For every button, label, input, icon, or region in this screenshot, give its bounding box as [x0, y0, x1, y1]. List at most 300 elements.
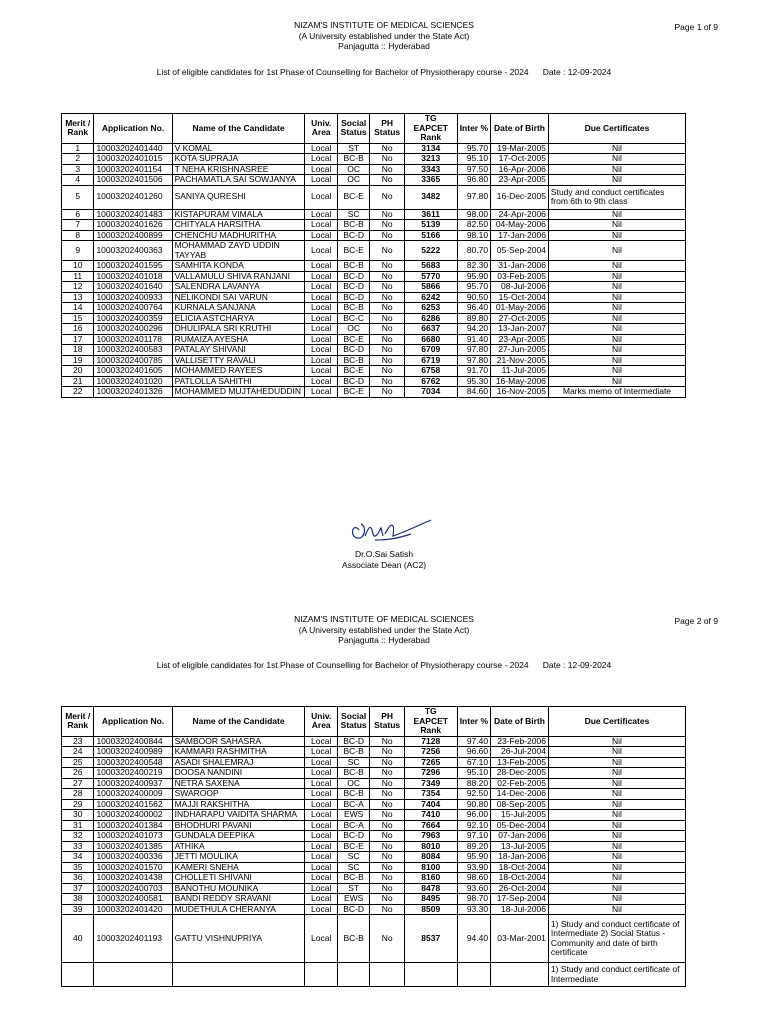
table-cell: 27 [62, 778, 94, 789]
table-cell: 13 [62, 292, 94, 303]
table-cell: 13-Jan-2007 [491, 324, 549, 335]
table-cell: KURNALA SANJANA [172, 303, 305, 314]
table-cell: 19 [62, 355, 94, 366]
table-cell: SC [337, 852, 369, 863]
table-cell: Local [305, 736, 337, 747]
table-cell: No [370, 736, 404, 747]
table-cell: No [370, 852, 404, 863]
table-cell: Local [305, 345, 337, 356]
table-cell: Nil [548, 778, 685, 789]
table-cell: 10003202401595 [94, 261, 172, 272]
table-cell: BC-D [337, 271, 369, 282]
table-cell: 26 [62, 768, 94, 779]
institute-name: NIZAM'S INSTITUTE OF MEDICAL SCIENCES [294, 614, 474, 624]
table-cell: No [370, 282, 404, 293]
table-cell: Local [305, 303, 337, 314]
table-cell: 1) Study and conduct certificate of Intermediate [548, 963, 685, 987]
table-cell: SAMHITA KONDA [172, 261, 305, 272]
table-cell: 3611 [404, 209, 457, 220]
page1-header [0, 20, 768, 52]
table-cell: 10003202400296 [94, 324, 172, 335]
table-cell: 10003202401562 [94, 799, 172, 810]
table-cell: Local [305, 282, 337, 293]
table-cell: No [370, 292, 404, 303]
table-cell: 97.40 [457, 736, 490, 747]
table-cell: Local [305, 355, 337, 366]
table-cell: Nil [548, 820, 685, 831]
table-cell: 90.80 [457, 799, 490, 810]
table-cell: Nil [548, 789, 685, 800]
column-header: PH Status [370, 114, 404, 144]
table-cell: Nil [548, 209, 685, 220]
table-row [62, 736, 686, 747]
table-row [62, 873, 686, 884]
table-cell: 7410 [404, 810, 457, 821]
table-cell: 17 [62, 334, 94, 345]
table-cell: No [370, 230, 404, 241]
table-cell: 23-Apr-2005 [491, 175, 549, 186]
table-cell: 9 [62, 241, 94, 261]
page2-header [0, 614, 768, 646]
table-cell: NETRA SAXENA [172, 778, 305, 789]
table-row [62, 355, 686, 366]
table-cell: No [370, 376, 404, 387]
table-cell: Nil [548, 810, 685, 821]
table-cell: 24-Apr-2006 [491, 209, 549, 220]
table-row [62, 862, 686, 873]
table-row [62, 366, 686, 377]
table-cell [305, 963, 337, 987]
signatory-name: Dr.O.Sai Satish [354, 549, 414, 559]
table-cell: BC-D [337, 376, 369, 387]
table-cell: Nil [548, 831, 685, 842]
table-cell: 10003202401570 [94, 862, 172, 873]
table-cell: No [370, 271, 404, 282]
table-cell: 10003202401384 [94, 820, 172, 831]
table-cell: 10003202400764 [94, 303, 172, 314]
table-cell: 93.90 [457, 862, 490, 873]
table-cell: SC [337, 757, 369, 768]
table-cell: GATTU VISHNUPRIYA [172, 915, 305, 963]
table-cell: 20 [62, 366, 94, 377]
table-cell: 36 [62, 873, 94, 884]
table-cell: 92.10 [457, 820, 490, 831]
table-cell: 5222 [404, 241, 457, 261]
table-cell: No [370, 915, 404, 963]
table-cell: 02-Feb-2005 [491, 778, 549, 789]
table-cell: 10003202401178 [94, 334, 172, 345]
column-header: Application No. [94, 114, 172, 144]
table-cell: 28-Dec-2005 [491, 768, 549, 779]
table-row [62, 143, 686, 154]
table-cell: BC-D [337, 292, 369, 303]
table-row [62, 230, 686, 241]
table-cell: Local [305, 230, 337, 241]
table-cell: KAMMARI RASHMITHA [172, 747, 305, 758]
table-cell: 10003202401326 [94, 387, 172, 398]
table-cell: Local [305, 778, 337, 789]
table-row [62, 841, 686, 852]
table-cell: 10 [62, 261, 94, 272]
table-cell: 8478 [404, 883, 457, 894]
table-cell: No [370, 894, 404, 905]
table-cell: 7128 [404, 736, 457, 747]
table-cell: KOTA SUPRAJA [172, 154, 305, 165]
table-cell: 10003202401640 [94, 282, 172, 293]
table-cell: 7 [62, 220, 94, 231]
table-cell: Nil [548, 175, 685, 186]
table-cell: 38 [62, 894, 94, 905]
table-cell: ST [337, 143, 369, 154]
table-cell: No [370, 789, 404, 800]
table-cell: Nil [548, 282, 685, 293]
table-cell: MUDETHULA CHERANYA [172, 904, 305, 915]
table-row [62, 820, 686, 831]
table-cell: KISTAPURAM VIMALA [172, 209, 305, 220]
table-row [62, 810, 686, 821]
table-cell: Nil [548, 894, 685, 905]
table-cell: 5 [62, 185, 94, 209]
table-cell: 95.10 [457, 154, 490, 165]
header-row [62, 114, 686, 144]
table-cell: 10003202400937 [94, 778, 172, 789]
table-cell: 96.80 [457, 175, 490, 186]
column-header: Due Certificates [548, 707, 685, 737]
list-title: List of eligible candidates for 1st Phase of Counselling for Bachelor of Physiotherapy course - 2024 Date : 12-09-2024 [156, 660, 612, 670]
table-cell: 5866 [404, 282, 457, 293]
table-cell: 18-Oct-2004 [491, 873, 549, 884]
table-cell: Nil [548, 376, 685, 387]
table-cell: Nil [548, 271, 685, 282]
table-cell: CHENCHU MADHURITHA [172, 230, 305, 241]
table-cell: Nil [548, 324, 685, 335]
table-cell: BC-E [337, 241, 369, 261]
table-cell: 27-Oct-2005 [491, 313, 549, 324]
table-cell: 6762 [404, 376, 457, 387]
table-cell: 6719 [404, 355, 457, 366]
table-cell: Local [305, 768, 337, 779]
table-cell: No [370, 831, 404, 842]
table-row [62, 789, 686, 800]
table-cell: 96.00 [457, 810, 490, 821]
table-cell: 13-Jul-2005 [491, 841, 549, 852]
table-cell: 6242 [404, 292, 457, 303]
candidates-table-page1 [61, 113, 686, 398]
table-cell: OC [337, 164, 369, 175]
table-cell: 03-Mar-2001 [491, 915, 549, 963]
table-cell: BC-B [337, 355, 369, 366]
table-cell: EWS [337, 894, 369, 905]
column-header: Univ. Area [305, 114, 337, 144]
table-cell: 21-Nov-2005 [491, 355, 549, 366]
table-cell: No [370, 175, 404, 186]
table-cell: BC-B [337, 915, 369, 963]
table-row [62, 292, 686, 303]
table-cell: Local [305, 862, 337, 873]
table-cell: No [370, 904, 404, 915]
table-cell: Local [305, 220, 337, 231]
table-cell: 30 [62, 810, 94, 821]
column-header: Social Status [337, 707, 369, 737]
table-cell: 15 [62, 313, 94, 324]
table-cell: Local [305, 143, 337, 154]
table-cell: Local [305, 324, 337, 335]
institute-subtitle: (A University established under the State Act) [298, 624, 470, 635]
table-cell: BC-D [337, 736, 369, 747]
column-header: Merit / Rank [62, 114, 94, 144]
table-cell: 98.00 [457, 209, 490, 220]
table-cell: 23-Apr-2005 [491, 334, 549, 345]
table-cell: No [370, 355, 404, 366]
table-cell: 3 [62, 164, 94, 175]
table-cell: SWAROOP [172, 789, 305, 800]
table-cell: 10003202401483 [94, 209, 172, 220]
table-cell: 31 [62, 820, 94, 831]
table-cell: BC-E [337, 387, 369, 398]
table-cell: No [370, 757, 404, 768]
table-cell: Local [305, 757, 337, 768]
column-header: Date of Birth [491, 114, 549, 144]
table-cell: 10003202400219 [94, 768, 172, 779]
signature-image [345, 512, 435, 546]
institute-location: Panjagutta :: Hyderabad [338, 41, 430, 51]
table-cell: 10003202401440 [94, 143, 172, 154]
table-cell: BC-E [337, 185, 369, 209]
table-cell: 8160 [404, 873, 457, 884]
table-cell: 17-Oct-2005 [491, 154, 549, 165]
table-cell: 05-Dec-2004 [491, 820, 549, 831]
table-cell: KAMERI SNEHA [172, 862, 305, 873]
table-cell: 97.80 [457, 185, 490, 209]
table-cell: GUNDALA DEEPIKA [172, 831, 305, 842]
table-cell: 1 [62, 143, 94, 154]
table-cell: 10003202401073 [94, 831, 172, 842]
table-cell: MOHAMMED RAYEES [172, 366, 305, 377]
table-row [62, 241, 686, 261]
table-row [62, 313, 686, 324]
table-cell: 82.50 [457, 220, 490, 231]
table-cell: Nil [548, 852, 685, 863]
table-cell: No [370, 873, 404, 884]
table-cell: 97.80 [457, 345, 490, 356]
table-cell: Nil [548, 334, 685, 345]
table-cell: 90.50 [457, 292, 490, 303]
table-cell [94, 963, 172, 987]
table-cell: 05-Sep-2004 [491, 241, 549, 261]
table-cell: BANOTHU MOUNIKA [172, 883, 305, 894]
table-cell: Local [305, 883, 337, 894]
table-cell: 39 [62, 904, 94, 915]
table-cell: Nil [548, 883, 685, 894]
table-cell: 10003202400581 [94, 894, 172, 905]
table-cell: Local [305, 841, 337, 852]
table-cell: 4 [62, 175, 94, 186]
table-cell: PATLOLLA SAHITHI [172, 376, 305, 387]
table-row [62, 345, 686, 356]
table-cell: Local [305, 894, 337, 905]
table-cell: BC-B [337, 789, 369, 800]
table-cell: Study and conduct certificates from 6th to 9th class [548, 185, 685, 209]
table-cell: Nil [548, 345, 685, 356]
table-cell: 10003202401506 [94, 175, 172, 186]
column-header: Merit / Rank [62, 707, 94, 737]
table-cell: No [370, 303, 404, 314]
table-row [62, 768, 686, 779]
table-cell: 10003202400009 [94, 789, 172, 800]
table-cell: 16-Dec-2005 [491, 185, 549, 209]
table-cell: 6637 [404, 324, 457, 335]
table-cell: Local [305, 261, 337, 272]
column-header: Due Certificates [548, 114, 685, 144]
table-cell: BC-D [337, 345, 369, 356]
table-cell: No [370, 313, 404, 324]
table-cell: 10003202401154 [94, 164, 172, 175]
table-cell [457, 963, 490, 987]
table-cell: SALENDRA LAVANYA [172, 282, 305, 293]
candidates-table-page2 [61, 706, 686, 987]
table-cell: 10003202401018 [94, 271, 172, 282]
table-cell: 98.70 [457, 894, 490, 905]
table-cell: 07-Jan-2006 [491, 831, 549, 842]
table-cell: Nil [548, 143, 685, 154]
table-cell: 98.10 [457, 230, 490, 241]
table-cell: 67.10 [457, 757, 490, 768]
table-cell: 16-May-2006 [491, 376, 549, 387]
table-cell: 01-May-2006 [491, 303, 549, 314]
table-cell: BANDI REDDY SRAVANI [172, 894, 305, 905]
column-header: Univ. Area [305, 707, 337, 737]
table-cell: 24 [62, 747, 94, 758]
table-cell: MOHAMMAD ZAYD UDDIN TAYYAB [172, 241, 305, 261]
table-cell: Local [305, 747, 337, 758]
table-cell: 96.60 [457, 747, 490, 758]
table-cell: NELIKONDI SAI VARUN [172, 292, 305, 303]
table-cell: PATALAY SHIVANI [172, 345, 305, 356]
table-row [62, 185, 686, 209]
table-cell: 21 [62, 376, 94, 387]
table-cell: Nil [548, 261, 685, 272]
table-row [62, 387, 686, 398]
table-cell: BC-B [337, 747, 369, 758]
table-cell: Nil [548, 313, 685, 324]
table-cell: 10003202401626 [94, 220, 172, 231]
table-cell: 26-Jul-2004 [491, 747, 549, 758]
table-cell: SC [337, 862, 369, 873]
table-cell: 7963 [404, 831, 457, 842]
table-cell: BC-B [337, 768, 369, 779]
table-cell: No [370, 334, 404, 345]
table-cell [491, 963, 549, 987]
table-cell: V KOMAL [172, 143, 305, 154]
table-cell: 7664 [404, 820, 457, 831]
table-cell: 95.90 [457, 852, 490, 863]
table-cell: 28 [62, 789, 94, 800]
table-cell: CHOLLETI SHIVANI [172, 873, 305, 884]
table-row [62, 282, 686, 293]
table-cell: 5139 [404, 220, 457, 231]
table-cell: 10003202401420 [94, 904, 172, 915]
table-cell: ATHIKA [172, 841, 305, 852]
table-cell: Local [305, 241, 337, 261]
table-cell: 6286 [404, 313, 457, 324]
table-cell: 89.80 [457, 313, 490, 324]
table-cell: 35 [62, 862, 94, 873]
table-cell: OC [337, 175, 369, 186]
table-cell: 82.30 [457, 261, 490, 272]
column-header: Inter % [457, 114, 490, 144]
table-cell: No [370, 185, 404, 209]
table-row [62, 778, 686, 789]
table-cell: 7354 [404, 789, 457, 800]
table-cell: 97.80 [457, 355, 490, 366]
column-header: Name of the Candidate [172, 114, 305, 144]
table-cell: No [370, 261, 404, 272]
table-row [62, 261, 686, 272]
table-row [62, 757, 686, 768]
table-cell: 10003202400363 [94, 241, 172, 261]
table-cell: 1) Study and conduct certificate of Intermediate 2) Social Status - Community and date of birth certificate [548, 915, 685, 963]
table-cell: 15-Jul-2005 [491, 810, 549, 821]
table-cell: No [370, 345, 404, 356]
table-row [62, 324, 686, 335]
table-cell: 16 [62, 324, 94, 335]
table-cell: JETTI MOULIKA [172, 852, 305, 863]
table-cell: SC [337, 209, 369, 220]
table-cell: 91.70 [457, 366, 490, 377]
table-cell: BC-A [337, 820, 369, 831]
table-cell: Local [305, 292, 337, 303]
table-cell: 08-Sep-2005 [491, 799, 549, 810]
table-cell: 14-Dec-2006 [491, 789, 549, 800]
table-cell: Nil [548, 164, 685, 175]
table-cell: No [370, 154, 404, 165]
table-cell: 15-Oct-2004 [491, 292, 549, 303]
table-cell: Nil [548, 292, 685, 303]
table-row [62, 894, 686, 905]
list-title: List of eligible candidates for 1st Phase of Counselling for Bachelor of Physiotherapy course - 2024 Date : 12-09-2024 [156, 67, 612, 77]
table-cell: Nil [548, 154, 685, 165]
table-cell: Local [305, 789, 337, 800]
table-cell: PACHAMATLA SAI SOWJANYA [172, 175, 305, 186]
table-cell: 8 [62, 230, 94, 241]
table-cell: DOOSA NANDINI [172, 768, 305, 779]
table-cell: Local [305, 904, 337, 915]
table-cell: No [370, 747, 404, 758]
table-cell: BC-E [337, 366, 369, 377]
table-cell: MAJJI RAKSHITHA [172, 799, 305, 810]
table-cell: 19-Mar-2005 [491, 143, 549, 154]
table-cell: 34 [62, 852, 94, 863]
table-row [62, 271, 686, 282]
table-cell: Local [305, 915, 337, 963]
table-cell: 10003202400785 [94, 355, 172, 366]
table-row [62, 303, 686, 314]
table-cell: 8509 [404, 904, 457, 915]
table-cell: BC-B [337, 220, 369, 231]
table-cell: 10003202401260 [94, 185, 172, 209]
table-cell [172, 963, 305, 987]
column-header: Name of the Candidate [172, 707, 305, 737]
table-cell: Marks memo of Intermediate [548, 387, 685, 398]
table-cell: 7349 [404, 778, 457, 789]
table-cell: OC [337, 778, 369, 789]
table-row [62, 747, 686, 758]
table-cell: BC-B [337, 303, 369, 314]
table-cell: No [370, 778, 404, 789]
table-row [62, 376, 686, 387]
table-cell: 3134 [404, 143, 457, 154]
table-cell: RUMAIZA AYESHA [172, 334, 305, 345]
